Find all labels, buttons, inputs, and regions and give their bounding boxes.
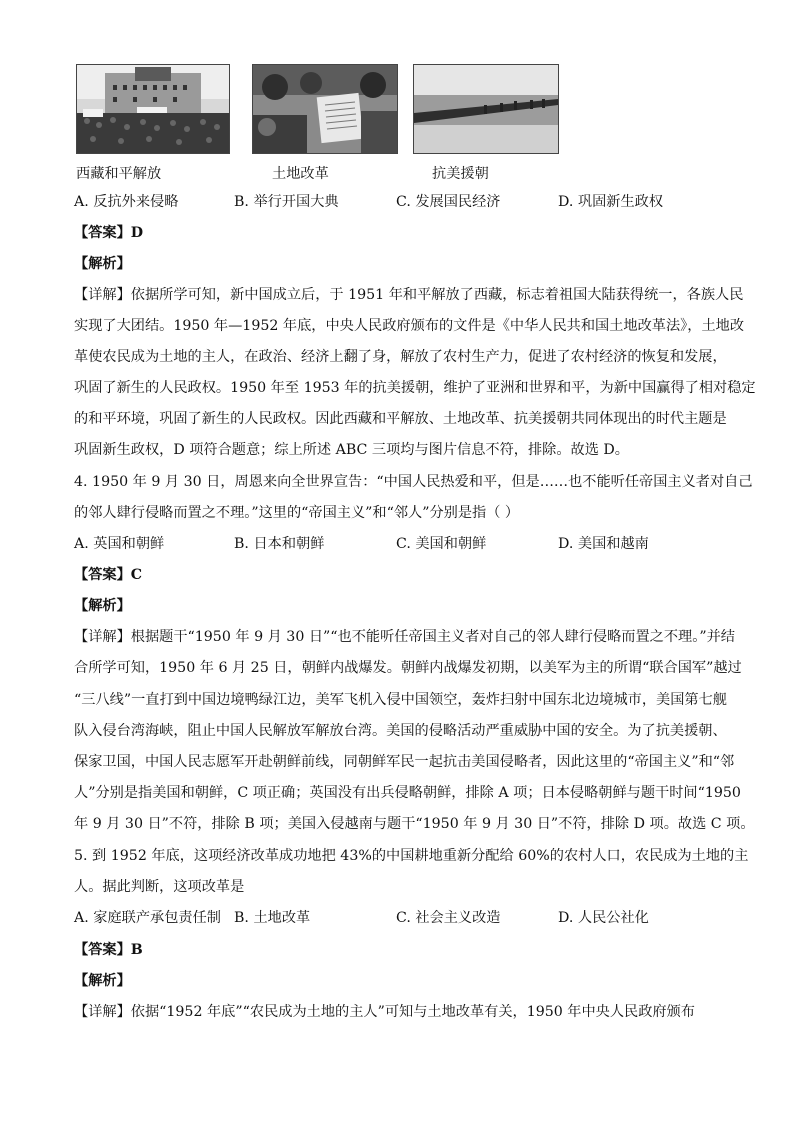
- q4-detail-line-4: 队入侵台湾海峡，阻止中国人民解放军解放台湾。美国的侵略活动严重威胁中国的安全。为了抗美援朝、: [74, 723, 727, 739]
- q4-stem-line-1: 4. 1950 年 9 月 30 日，周恩来向全世界宣告：“中国人民热爱和平，但是……也不能听任帝国主义者对自己: [74, 474, 753, 490]
- q3-detail-line-5: 的和平环境，巩固了新生的人民政权。因此西藏和平解放、土地改革、抗美援朝共同体现出的时代主题是: [74, 411, 727, 427]
- q5-stem-line-1: 5. 到 1952 年底，这项经济改革成功地把 43%的中国耕地重新分配给 60%的农村人口，农民成为土地的主: [74, 848, 749, 864]
- tibet-liberation-photo: [76, 64, 230, 154]
- q5-option-a: A. 家庭联产承包责任制: [74, 910, 221, 926]
- q4-detail-line-6: 人”分别是指美国和朝鲜，C 项正确；英国没有出兵侵略朝鲜，排除 A 项；日本侵略朝鲜与题干时间“1950: [74, 785, 741, 801]
- q3-analysis-label: 【解析】: [74, 256, 131, 272]
- q3-option-d: D. 巩固新生政权: [558, 194, 664, 210]
- q4-stem-line-2: 的邻人肆行侵略而置之不理。”这里的“帝国主义”和“邻人”分别是指（ ）: [74, 505, 520, 521]
- q5-detail-line-1: 【详解】依据“1952 年底”“农民成为土地的主人”可知与土地改革有关，1950 年中央人民政府颁布: [74, 1004, 695, 1020]
- q5-option-c: C. 社会主义改造: [396, 910, 501, 926]
- q5-option-d: D. 人民公社化: [558, 910, 649, 926]
- q5-analysis-label: 【解析】: [74, 973, 131, 989]
- q3-option-b: B. 举行开国大典: [234, 194, 339, 210]
- q4-detail-line-5: 保家卫国，中国人民志愿军开赴朝鲜前线，同朝鲜军民一起抗击美国侵略者，因此这里的“帝国主义”和“邻: [74, 754, 735, 770]
- q5-answer: 【答案】B: [74, 942, 143, 958]
- image-caption-2: 土地改革: [272, 166, 329, 182]
- q5-option-b: B. 土地改革: [234, 910, 311, 926]
- q3-option-a: A. 反抗外来侵略: [74, 194, 179, 210]
- q4-option-c: C. 美国和朝鲜: [396, 536, 487, 552]
- q4-option-b: B. 日本和朝鲜: [234, 536, 325, 552]
- q4-detail-line-7: 年 9 月 30 日”不符，排除 B 项；美国入侵越南与题干“1950 年 9 月 30 日”不符，排除 D 项。故选 C 项。: [74, 816, 755, 832]
- image-caption-3: 抗美援朝: [432, 166, 489, 182]
- korea-war-photo: [413, 64, 559, 154]
- q5-stem-line-2: 人。据此判断，这项改革是: [74, 879, 245, 895]
- q4-detail-line-1: 【详解】根据题干“1950 年 9 月 30 日”“也不能听任帝国主义者对自己的邻人肆行侵略而置之不理。”并结: [74, 629, 735, 645]
- q3-detail-line-6: 巩固新生政权，D 项符合题意；综上所述 ABC 三项均与图片信息不符，排除。故选 D。: [74, 442, 629, 458]
- q4-option-a: A. 英国和朝鲜: [74, 536, 165, 552]
- q4-option-d: D. 美国和越南: [558, 536, 649, 552]
- image-caption-1: 西藏和平解放: [76, 166, 162, 182]
- q3-detail-line-4: 巩固了新生的人民政权。1950 年至 1953 年的抗美援朝，维护了亚洲和世界和平，为新中国赢得了相对稳定: [74, 380, 756, 396]
- q3-detail-line-2: 实现了大团结。1950 年—1952 年底，中央人民政府颁布的文件是《中华人民共和国土地改革法》，土地改: [74, 318, 745, 334]
- q3-option-c: C. 发展国民经济: [396, 194, 501, 210]
- q4-detail-line-2: 合所学可知，1950 年 6 月 25 日，朝鲜内战爆发。朝鲜内战爆发初期，以美军为主的所谓“联合国军”越过: [74, 660, 742, 676]
- q4-analysis-label: 【解析】: [74, 598, 131, 614]
- q4-detail-line-3: “三八线”一直打到中国边境鸭绿江边，美军飞机入侵中国领空，轰炸扫射中国东北边境城市，美国第七舰: [74, 692, 727, 708]
- q4-answer: 【答案】C: [74, 567, 143, 583]
- q3-detail-line-3: 革使农民成为土地的主人，在政治、经济上翻了身，解放了农村生产力，促进了农村经济的恢复和发展，: [74, 349, 727, 365]
- q3-answer: 【答案】D: [74, 225, 144, 241]
- land-reform-photo: [252, 64, 398, 154]
- q3-detail-line-1: 【详解】依据所学可知，新中国成立后，于 1951 年和平解放了西藏，标志着祖国大陆获得统一，各族人民: [74, 287, 744, 303]
